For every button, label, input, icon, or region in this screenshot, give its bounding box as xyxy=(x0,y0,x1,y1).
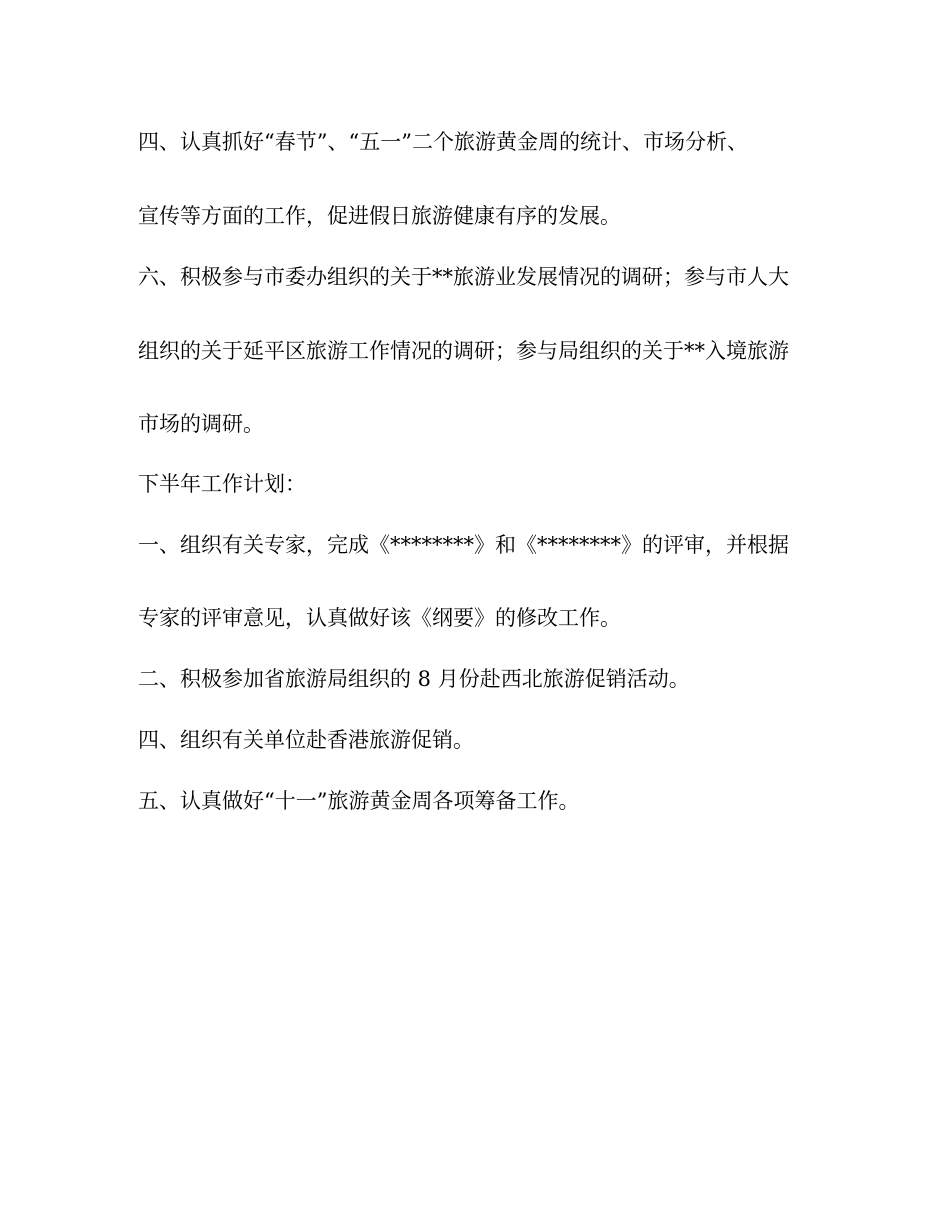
paragraph-four-line-2: 宣传等方面的工作，促进假日旅游健康有序的发展。 xyxy=(138,204,621,228)
plan-item-five: 五、认真做好“十一”旅游黄金周各项筹备工作。 xyxy=(138,789,580,813)
plan-item-four: 四、组织有关单位赴香港旅游促销。 xyxy=(138,728,474,752)
section-heading-second-half-plan: 下半年工作计划： xyxy=(138,472,306,496)
plan-item-one-line-2: 专家的评审意见，认真做好该《纲要》的修改工作。 xyxy=(138,606,621,630)
paragraph-six-line-3: 市场的调研。 xyxy=(138,412,264,436)
paragraph-four-line-1: 四、认真抓好“春节”、“五一”二个旅游黄金周的统计、市场分析、 xyxy=(138,130,748,154)
paragraph-six-line-2: 组织的关于延平区旅游工作情况的调研；参与局组织的关于**入境旅游 xyxy=(138,339,789,363)
plan-item-two: 二、积极参加省旅游局组织的 8 月份赴西北旅游促销活动。 xyxy=(138,667,690,691)
plan-item-one-line-1: 一、组织有关专家，完成《********》和《********》的评审，并根据 xyxy=(138,533,789,557)
paragraph-six-line-1: 六、积极参与市委办组织的关于**旅游业发展情况的调研；参与市人大 xyxy=(138,265,789,289)
